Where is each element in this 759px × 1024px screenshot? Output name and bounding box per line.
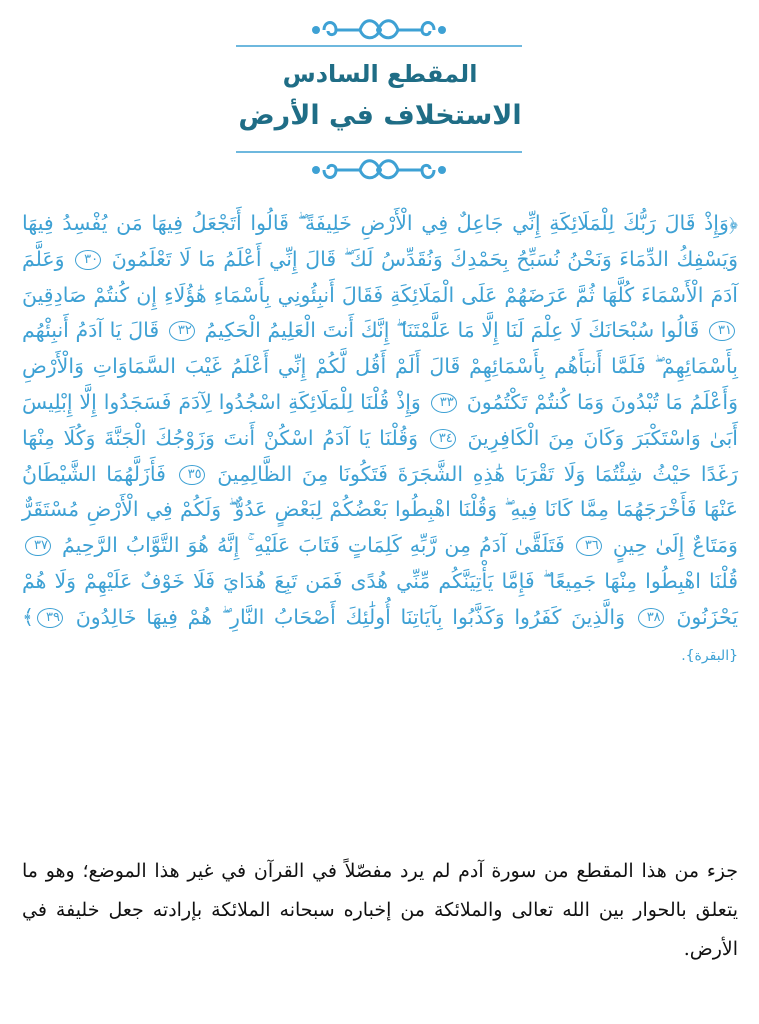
verse-39 bbox=[34, 605, 625, 629]
verse-number-marker: ٣٥ bbox=[179, 465, 205, 485]
verse-37 bbox=[22, 533, 565, 557]
verse-number-marker: ٣٣ bbox=[431, 393, 457, 413]
verse-text: وَإِذْ قُلْنَا لِلْمَلَائِكَةِ اسْجُدُوا لِآدَمَ فَسَجَدُوا إِلَّا إِبْلِيسَ أَبَىٰ وَاسْتَكْبَرَ وَكَانَ مِنَ الْكَافِرِينَ bbox=[22, 389, 738, 450]
surah-reference: {البقرة}. bbox=[681, 647, 738, 664]
verse-text: وَعَلَّمَ آدَمَ الْأَسْمَاءَ كُلَّهَا ثُمَّ عَرَضَهُمْ عَلَى الْمَلَائِكَةِ فَقَالَ أَنبِئُونِي بِأَسْمَاءِ هَٰؤُلَاءِ إِن كُنتُمْ صَادِقِينَ bbox=[22, 246, 738, 307]
section-title: المقطع السادس bbox=[282, 60, 478, 88]
verse-number-marker: ٣١ bbox=[709, 321, 735, 341]
verse-text: ﴿وَإِذْ قَالَ رَبُّكَ لِلْمَلَائِكَةِ إِنِّي جَاعِلٌ فِي الْأَرْضِ خَلِيفَةً ۖ قَالُوا أَتَجْعَلُ فِيهَا مَن يُفْسِدُ فِيهَا وَيَسْفِكُ الدِّمَاءَ وَنَحْنُ نُسَبِّحُ بِحَمْدِكَ وَنُقَدِّسُ لَكَ ۖ قَالَ إِنِّي أَعْلَمُ مَا لَا تَعْلَمُونَ bbox=[22, 211, 738, 271]
verse-number-marker: ٣٧ bbox=[25, 536, 51, 556]
verse-number-marker: ٣٩ bbox=[37, 608, 63, 628]
verse-text: فَأَزَلَّهُمَا الشَّيْطَانُ عَنْهَا فَأَخْرَجَهُمَا مِمَّا كَانَا فِيهِ ۖ وَقُلْنَا اهْبِطُوا بَعْضُكُمْ لِبَعْضٍ عَدُوٌّ ۖ وَلَكُمْ فِي الْأَرْضِ مُسْتَقَرٌّ وَمَتَاعٌ إِلَىٰ حِينٍ bbox=[22, 461, 738, 558]
section-subtitle: الاستخلاف في الأرض bbox=[238, 100, 522, 131]
commentary-paragraph: جزء من هذا المقطع من سورة آدم لم يرد مفصّلاً في القرآن في غير هذا الموضع؛ وهو ما يتعلق بالحوار بين الله تعالى والملائكة من إخباره سبحانه الملائكة بإرادته جعل خليفة في الأرض. bbox=[22, 860, 738, 960]
verse-text: قَالُوا سُبْحَانَكَ لَا عِلْمَ لَنَا إِلَّا مَا عَلَّمْتَنَا ۖ إِنَّكَ أَنتَ الْعَلِيمُ الْحَكِيمُ bbox=[204, 318, 700, 343]
verse-text: وَقُلْنَا يَا آدَمُ اسْكُنْ أَنتَ وَزَوْجُكَ الْجَنَّةَ وَكُلَا مِنْهَا رَغَدًا حَيْثُ شِئْتُمَا وَلَا تَقْرَبَا هَٰذِهِ الشَّجَرَةَ فَتَكُونَا مِنَ الظَّالِمِينَ bbox=[22, 425, 738, 486]
verse-30 bbox=[22, 211, 738, 271]
verse-number-marker: ٣٤ bbox=[430, 429, 456, 449]
verse-text: قَالَ يَا آدَمُ أَنبِئْهُم بِأَسْمَائِهِمْ ۖ فَلَمَّا أَنبَأَهُم بِأَسْمَائِهِمْ قَالَ أَلَمْ أَقُل لَّكُمْ إِنِّي أَعْلَمُ غَيْبَ السَّمَاوَاتِ وَالْأَرْضِ وَأَعْلَمُ مَا تُبْدُونَ وَمَا كُنتُمْ تَكْتُمُونَ bbox=[22, 318, 738, 414]
bottom-ornament-icon bbox=[236, 146, 522, 192]
top-ornament-icon bbox=[236, 8, 522, 54]
quran-verses bbox=[22, 206, 738, 674]
verse-32 bbox=[166, 318, 699, 342]
verses-closing-bracket: ﴾ bbox=[22, 604, 35, 629]
verse-number-marker: ٣٢ bbox=[169, 321, 195, 341]
verse-number-marker: ٣٠ bbox=[75, 250, 101, 270]
verse-text: فَتَلَقَّىٰ آدَمُ مِن رَّبِّهِ كَلِمَاتٍ فَتَابَ عَلَيْهِ ۚ إِنَّهُ هُوَ التَّوَّابُ الرَّحِيمُ bbox=[62, 533, 565, 558]
verse-text: قُلْنَا اهْبِطُوا مِنْهَا جَمِيعًا ۖ فَإِمَّا يَأْتِيَنَّكُم مِّنِّي هُدًى فَمَن تَبِعَ هُدَايَ فَلَا خَوْفٌ عَلَيْهِمْ وَلَا هُمْ يَحْزَنُونَ bbox=[22, 568, 738, 629]
verse-number-marker: ٣٨ bbox=[638, 608, 664, 628]
verse-text: وَالَّذِينَ كَفَرُوا وَكَذَّبُوا بِآيَاتِنَا أُولَٰئِكَ أَصْحَابُ النَّارِ ۖ هُمْ فِيهَا خَالِدُونَ bbox=[75, 604, 625, 629]
verse-number-marker: ٣٦ bbox=[576, 536, 602, 556]
